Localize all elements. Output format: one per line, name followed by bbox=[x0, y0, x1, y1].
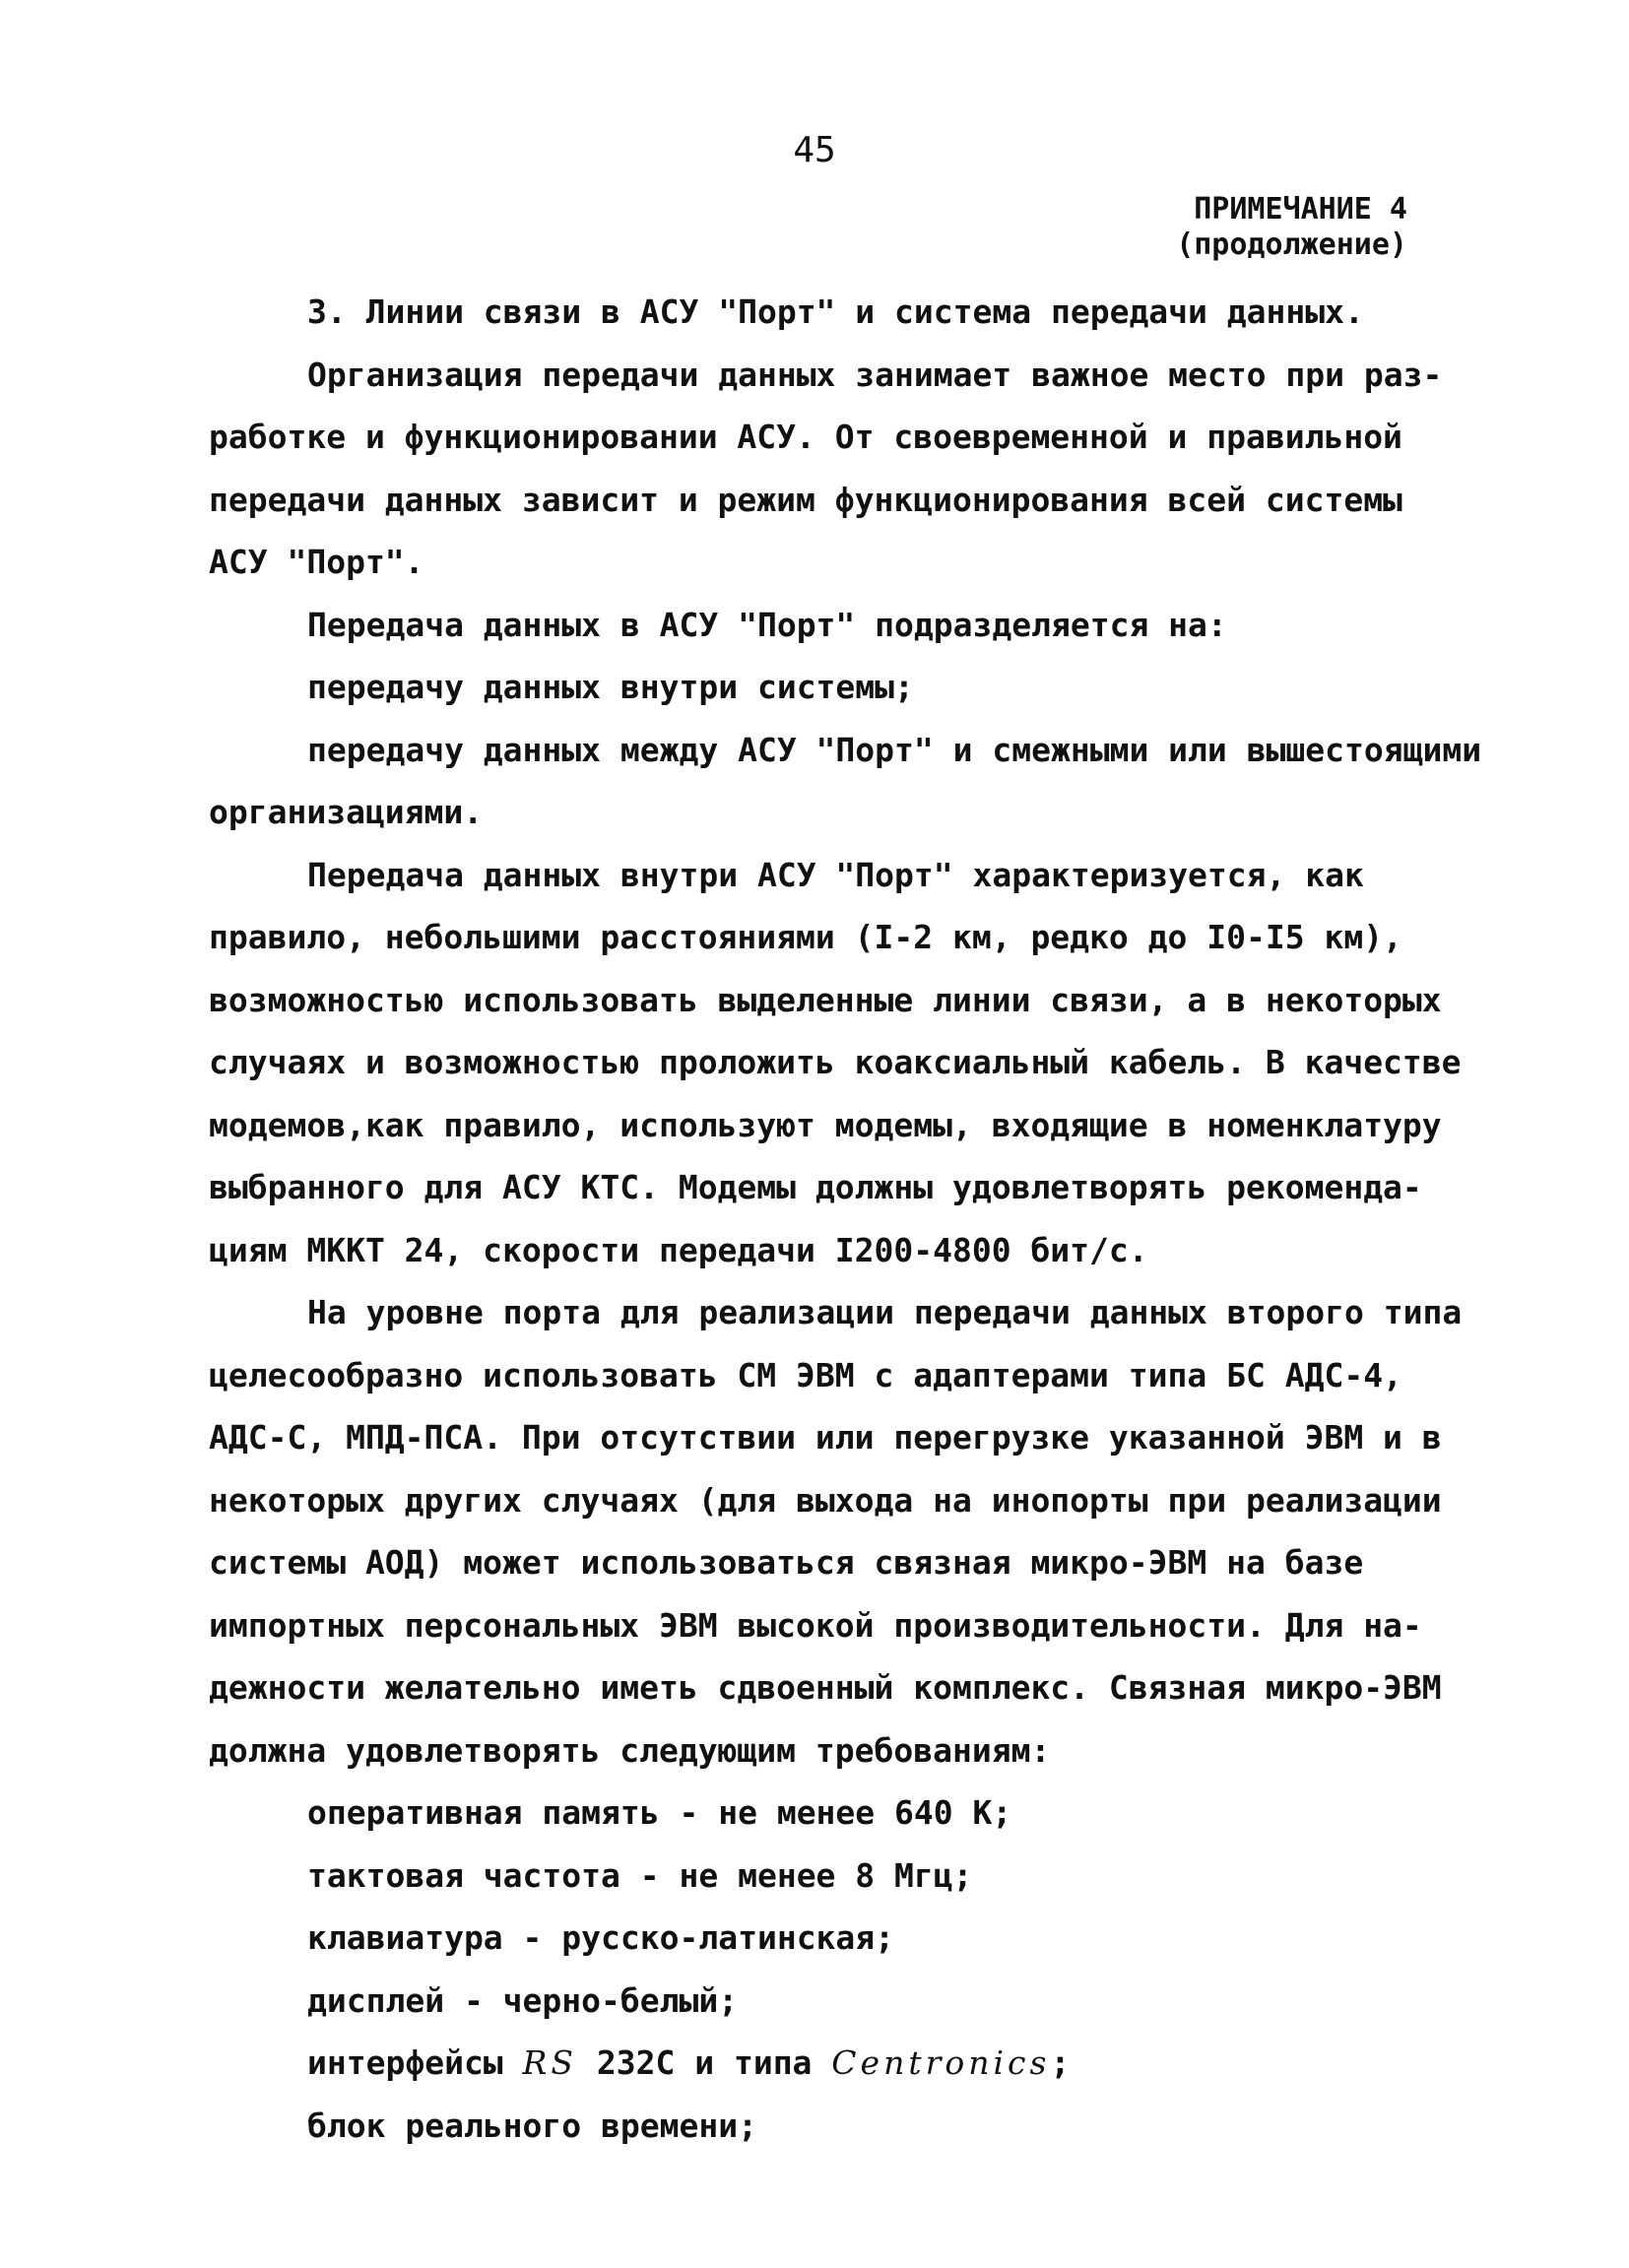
paragraph-line: системы АОД) может использоваться связная микро-ЭВМ на базе bbox=[209, 1543, 1364, 1582]
paragraph-line: возможностью использовать выделенные линии связи, а в некоторых bbox=[209, 980, 1442, 1019]
paragraph-line: На уровне порта для реализации передачи данных второго типа bbox=[307, 1293, 1463, 1331]
handwritten-rs: RS bbox=[522, 2043, 578, 2082]
paragraph-line: передачу данных внутри системы; bbox=[307, 668, 914, 706]
paragraph-line: целесообразно использовать СМ ЭВМ с адаптерами типа БС АДС-4, bbox=[209, 1355, 1402, 1394]
paragraph-line: АДС-С, МПД-ПСА. При отсутствии или перегрузке указанной ЭВМ и в bbox=[209, 1418, 1442, 1457]
page-number: 45 bbox=[793, 130, 836, 170]
paragraph-line: случаях и возможностью проложить коаксиальный кабель. В качестве bbox=[209, 1043, 1462, 1081]
paragraph-line: дежности желательно иметь сдвоенный комплекс. Связная микро-ЭВМ bbox=[209, 1668, 1442, 1707]
paragraph-line: дисплей - черно-белый; bbox=[307, 1980, 739, 2020]
paragraph-line: работке и функционировании АСУ. От своевременной и правильной bbox=[209, 418, 1402, 456]
document-body bbox=[209, 281, 1482, 2157]
paragraph-line: организациями. bbox=[209, 793, 484, 831]
paragraph-line: Передача данных в АСУ "Порт" подразделяется на: bbox=[307, 605, 1227, 644]
note-subtitle: (продолжение) bbox=[1176, 227, 1407, 262]
paragraph-line: клавиатура - русско-латинская; bbox=[307, 1918, 895, 1957]
paragraph-line: АСУ "Порт". bbox=[209, 543, 424, 581]
interfaces-middle: 232С и типа bbox=[577, 2043, 832, 2082]
paragraph-line: Передача данных внутри АСУ "Порт" характеризуется, как bbox=[307, 855, 1364, 894]
paragraph-line: импортных персональных ЭВМ высокой производительности. Для на- bbox=[209, 1605, 1422, 1645]
interfaces-suffix: ; bbox=[1050, 2043, 1071, 2082]
paragraph-line: тактовая частота - не менее 8 Мгц; bbox=[307, 1855, 973, 1895]
paragraph-line: некоторых других случаях (для выхода на инопорты при реализации bbox=[209, 1480, 1442, 1520]
paragraph-line: передачи данных зависит и режим функционирования всей системы bbox=[209, 480, 1402, 519]
interfaces-prefix: интерфейсы bbox=[307, 2043, 523, 2082]
paragraph-line: циям МККТ 24, скорости передачи I200-4800 бит/с. bbox=[209, 1230, 1148, 1269]
paragraph-line: выбранного для АСУ КТС. Модемы должны удовлетворять рекоменда- bbox=[209, 1168, 1422, 1206]
paragraph-line: передачу данных между АСУ "Порт" и смежными или вышестоящими bbox=[307, 730, 1482, 769]
note-title: ПРИМЕЧАНИЕ 4 bbox=[1194, 192, 1407, 227]
interfaces-line bbox=[209, 2032, 1450, 2095]
paragraph-line: блок реального времени; bbox=[307, 2106, 757, 2145]
paragraph-line: 3. Линии связи в АСУ "Порт" и система передачи данных. bbox=[307, 292, 1364, 331]
paragraph-line: оперативная память - не менее 640 К; bbox=[307, 1793, 1012, 1832]
paragraph-line: Организация передачи данных занимает важное место при раз- bbox=[307, 355, 1443, 394]
paragraph-line: правило, небольшими расстояниями (I-2 км, редко до I0-I5 км), bbox=[209, 918, 1402, 956]
note-header bbox=[1176, 192, 1407, 263]
paragraph-line: модемов,как правило, используют модемы, входящие в номенклатуру bbox=[209, 1105, 1442, 1144]
paragraph-line: должна удовлетворять следующим требованиям: bbox=[209, 1730, 1051, 1770]
handwritten-centronics: Centronics bbox=[831, 2043, 1051, 2082]
